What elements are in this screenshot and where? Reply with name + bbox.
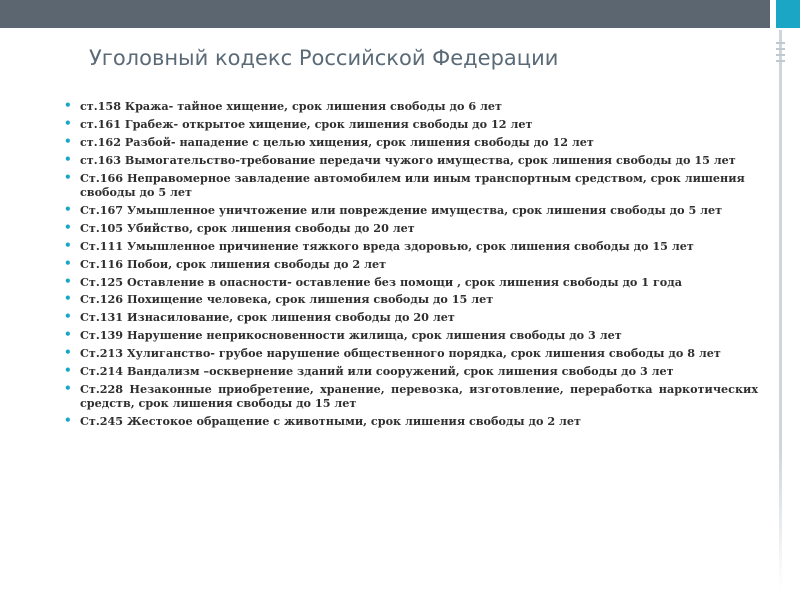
list-item-text: Ст.125 Оставление в опасности- оставление без помощи , срок лишения свободы до 1 года bbox=[80, 274, 682, 289]
list-item-text: Ст.111 Умышленное причинение тяжкого вреда здоровью, срок лишения свободы до 15 лет bbox=[80, 238, 694, 253]
list-item bbox=[64, 414, 758, 428]
list-item-text: Ст.131 Изнасилование, срок лишения свободы до 20 лет bbox=[80, 310, 455, 325]
bullet-icon: • bbox=[64, 255, 72, 270]
list-item bbox=[64, 310, 758, 324]
bullet-icon: • bbox=[64, 169, 72, 184]
list-item bbox=[64, 292, 758, 306]
side-decoration-dots bbox=[776, 42, 785, 72]
list-item-text: Ст.166 Неправомерное завладение автомобилем или иным транспортным средством, срок лишения свободы до 5 лет bbox=[80, 170, 745, 200]
bullet-icon: • bbox=[64, 201, 72, 216]
side-decoration-stripe bbox=[779, 30, 782, 590]
list-item-text: Ст.105 Убийство, срок лишения свободы до 20 лет bbox=[80, 220, 415, 235]
list-item-text: ст.162 Разбой- нападение с целью хищения, срок лишения свободы до 12 лет bbox=[80, 134, 594, 149]
list-item bbox=[64, 328, 758, 342]
bullet-icon: • bbox=[64, 115, 72, 130]
bullet-icon: • bbox=[64, 98, 72, 112]
list-item bbox=[64, 203, 758, 217]
list-item-text: ст.163 Вымогательство-требование передачи чужого имущества, срок лишения свободы до 15 лет bbox=[80, 152, 736, 167]
list-item-text: Ст.139 Нарушение неприкосновенности жилища, срок лишения свободы до 3 лет bbox=[80, 328, 622, 343]
bullet-icon: • bbox=[64, 413, 72, 428]
bullet-icon: • bbox=[64, 345, 72, 360]
list-item-text: Ст.167 Умышленное уничтожение или повреждение имущества, срок лишения свободы до 5 лет bbox=[80, 202, 723, 217]
list-item bbox=[64, 257, 758, 271]
bullet-icon: • bbox=[64, 151, 72, 166]
bullet-icon: • bbox=[64, 133, 72, 148]
list-item-text: Ст.126 Похищение человека, срок лишения свободы до 15 лет bbox=[80, 292, 494, 307]
list-item bbox=[64, 382, 758, 411]
top-bar bbox=[0, 0, 770, 28]
bullet-icon: • bbox=[64, 327, 72, 342]
list-item bbox=[64, 239, 758, 253]
bullet-icon: • bbox=[64, 363, 72, 378]
bullet-icon: • bbox=[64, 309, 72, 324]
bullet-icon: • bbox=[64, 237, 72, 252]
list-item bbox=[64, 364, 758, 378]
list-item-text: Ст.228 Незаконные приобретение, хранение, перевозка, изготовление, переработка наркотических средств, срок лишения свободы до 15 лет bbox=[80, 382, 758, 411]
bullet-icon: • bbox=[64, 291, 72, 306]
list-item bbox=[64, 275, 758, 289]
list-item bbox=[64, 221, 758, 235]
list-item bbox=[64, 99, 758, 113]
top-bar-accent bbox=[776, 0, 800, 28]
list-item-text: Ст.116 Побои, срок лишения свободы до 2 лет bbox=[80, 256, 387, 271]
list-item-text: Ст.214 Вандализм –осквернение зданий или сооружений, срок лишения свободы до 3 лет bbox=[80, 364, 674, 379]
list-item bbox=[64, 117, 758, 131]
article-list bbox=[64, 99, 758, 432]
bullet-icon: • bbox=[64, 219, 72, 234]
list-item-text: Ст.245 Жестокое обращение с животными, срок лишения свободы до 2 лет bbox=[80, 414, 581, 429]
list-item bbox=[64, 153, 758, 167]
list-item-text: ст.158 Кража- тайное хищение, срок лишения свободы до 6 лет bbox=[80, 99, 502, 113]
list-item bbox=[64, 346, 758, 360]
slide-title: Уголовный кодекс Российской Федерации bbox=[89, 46, 559, 70]
list-item bbox=[64, 171, 758, 200]
bullet-icon: • bbox=[64, 273, 72, 288]
list-item-text: Ст.213 Хулиганство- грубое нарушение общественного порядка, срок лишения свободы до 8 лет bbox=[80, 346, 721, 361]
list-item-text: ст.161 Грабеж- открытое хищение, срок лишения свободы до 12 лет bbox=[80, 116, 533, 131]
bullet-icon: • bbox=[64, 381, 72, 395]
list-item bbox=[64, 135, 758, 149]
